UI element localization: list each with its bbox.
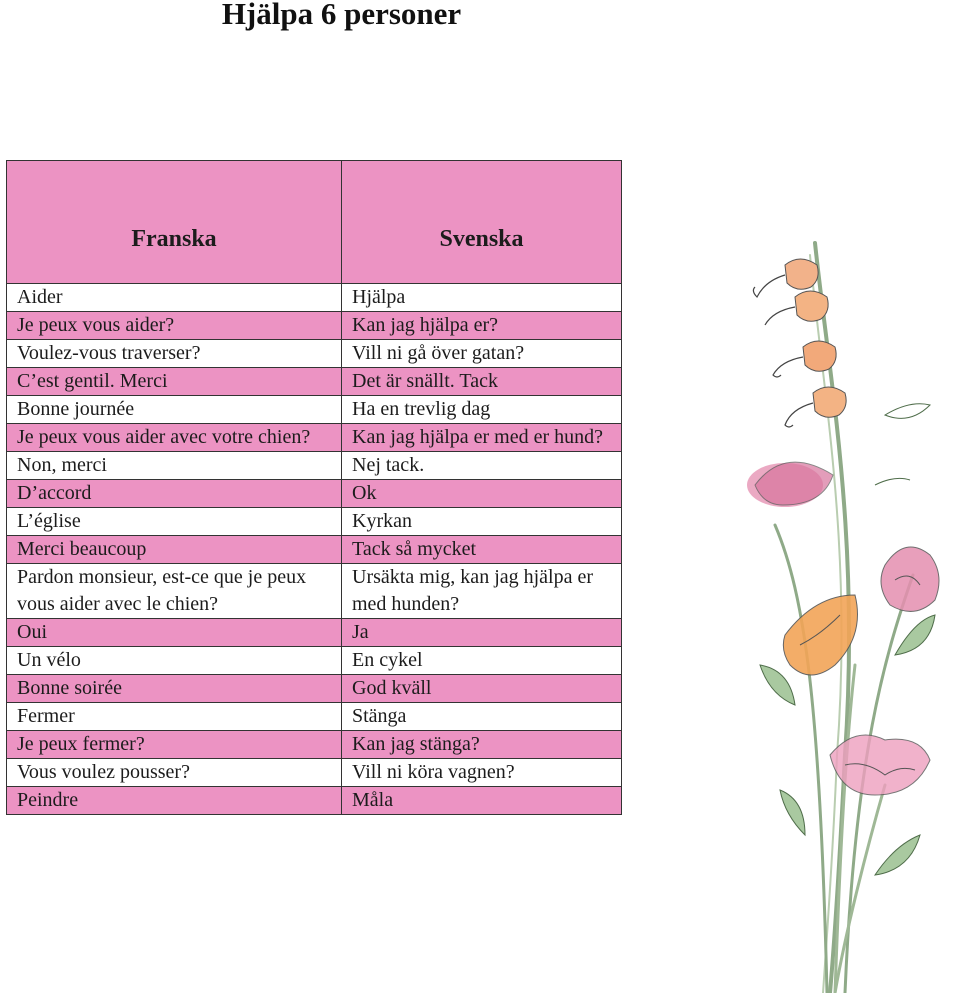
- cell-french: Oui: [7, 619, 342, 647]
- vocabulary-table: [6, 160, 622, 815]
- header-franska: Franska: [7, 161, 342, 284]
- table-row: [7, 564, 622, 619]
- cell-french: Vous voulez pousser?: [7, 759, 342, 787]
- cell-swedish: God kväll: [342, 675, 622, 703]
- page-title: Hjälpa 6 personer: [221, 0, 462, 31]
- cell-swedish: Kan jag stänga?: [342, 731, 622, 759]
- cell-french: Bonne journée: [7, 396, 342, 424]
- cell-swedish: Ok: [342, 480, 622, 508]
- cell-swedish: Kyrkan: [342, 508, 622, 536]
- cell-french: Non, merci: [7, 452, 342, 480]
- table-row: [7, 759, 622, 787]
- cell-swedish: Kan jag hjälpa er?: [342, 312, 622, 340]
- table-row: [7, 619, 622, 647]
- cell-swedish: Stänga: [342, 703, 622, 731]
- cell-french: D’accord: [7, 480, 342, 508]
- table-row: [7, 675, 622, 703]
- cell-french: Je peux fermer?: [7, 731, 342, 759]
- cell-french: Merci beaucoup: [7, 536, 342, 564]
- table-row: [7, 536, 622, 564]
- cell-swedish: Ja: [342, 619, 622, 647]
- cell-french: Je peux vous aider avec votre chien?: [7, 424, 342, 452]
- cell-swedish: Hjälpa: [342, 284, 622, 312]
- flower-bouquet-illustration: [735, 235, 960, 993]
- table-row: [7, 787, 622, 815]
- cell-swedish: Ursäkta mig, kan jag hjälpa er med hunden?: [342, 564, 622, 619]
- cell-french: Fermer: [7, 703, 342, 731]
- cell-swedish: Nej tack.: [342, 452, 622, 480]
- table-row: [7, 647, 622, 675]
- table-row: [7, 480, 622, 508]
- table-row: [7, 424, 622, 452]
- cell-swedish: Måla: [342, 787, 622, 815]
- cell-french: Pardon monsieur, est-ce que je peux vous aider avec le chien?: [7, 564, 342, 619]
- cell-french: C’est gentil. Merci: [7, 368, 342, 396]
- table-header-row: [7, 161, 622, 284]
- table-row: [7, 312, 622, 340]
- cell-french: Aider: [7, 284, 342, 312]
- cell-french: Un vélo: [7, 647, 342, 675]
- header-svenska: Svenska: [342, 161, 622, 284]
- table-row: [7, 731, 622, 759]
- cell-swedish: Tack så mycket: [342, 536, 622, 564]
- table-row: [7, 368, 622, 396]
- cell-swedish: Vill ni gå över gatan?: [342, 340, 622, 368]
- cell-french: Voulez-vous traverser?: [7, 340, 342, 368]
- cell-french: Je peux vous aider?: [7, 312, 342, 340]
- cell-swedish: Vill ni köra vagnen?: [342, 759, 622, 787]
- cell-french: Peindre: [7, 787, 342, 815]
- cell-french: Bonne soirée: [7, 675, 342, 703]
- table-row: [7, 508, 622, 536]
- table-row: [7, 396, 622, 424]
- table-row: [7, 452, 622, 480]
- cell-swedish: Ha en trevlig dag: [342, 396, 622, 424]
- cell-swedish: En cykel: [342, 647, 622, 675]
- cell-french: L’église: [7, 508, 342, 536]
- table-row: [7, 340, 622, 368]
- table-row: [7, 284, 622, 312]
- table-row: [7, 703, 622, 731]
- cell-swedish: Kan jag hjälpa er med er hund?: [342, 424, 622, 452]
- cell-swedish: Det är snällt. Tack: [342, 368, 622, 396]
